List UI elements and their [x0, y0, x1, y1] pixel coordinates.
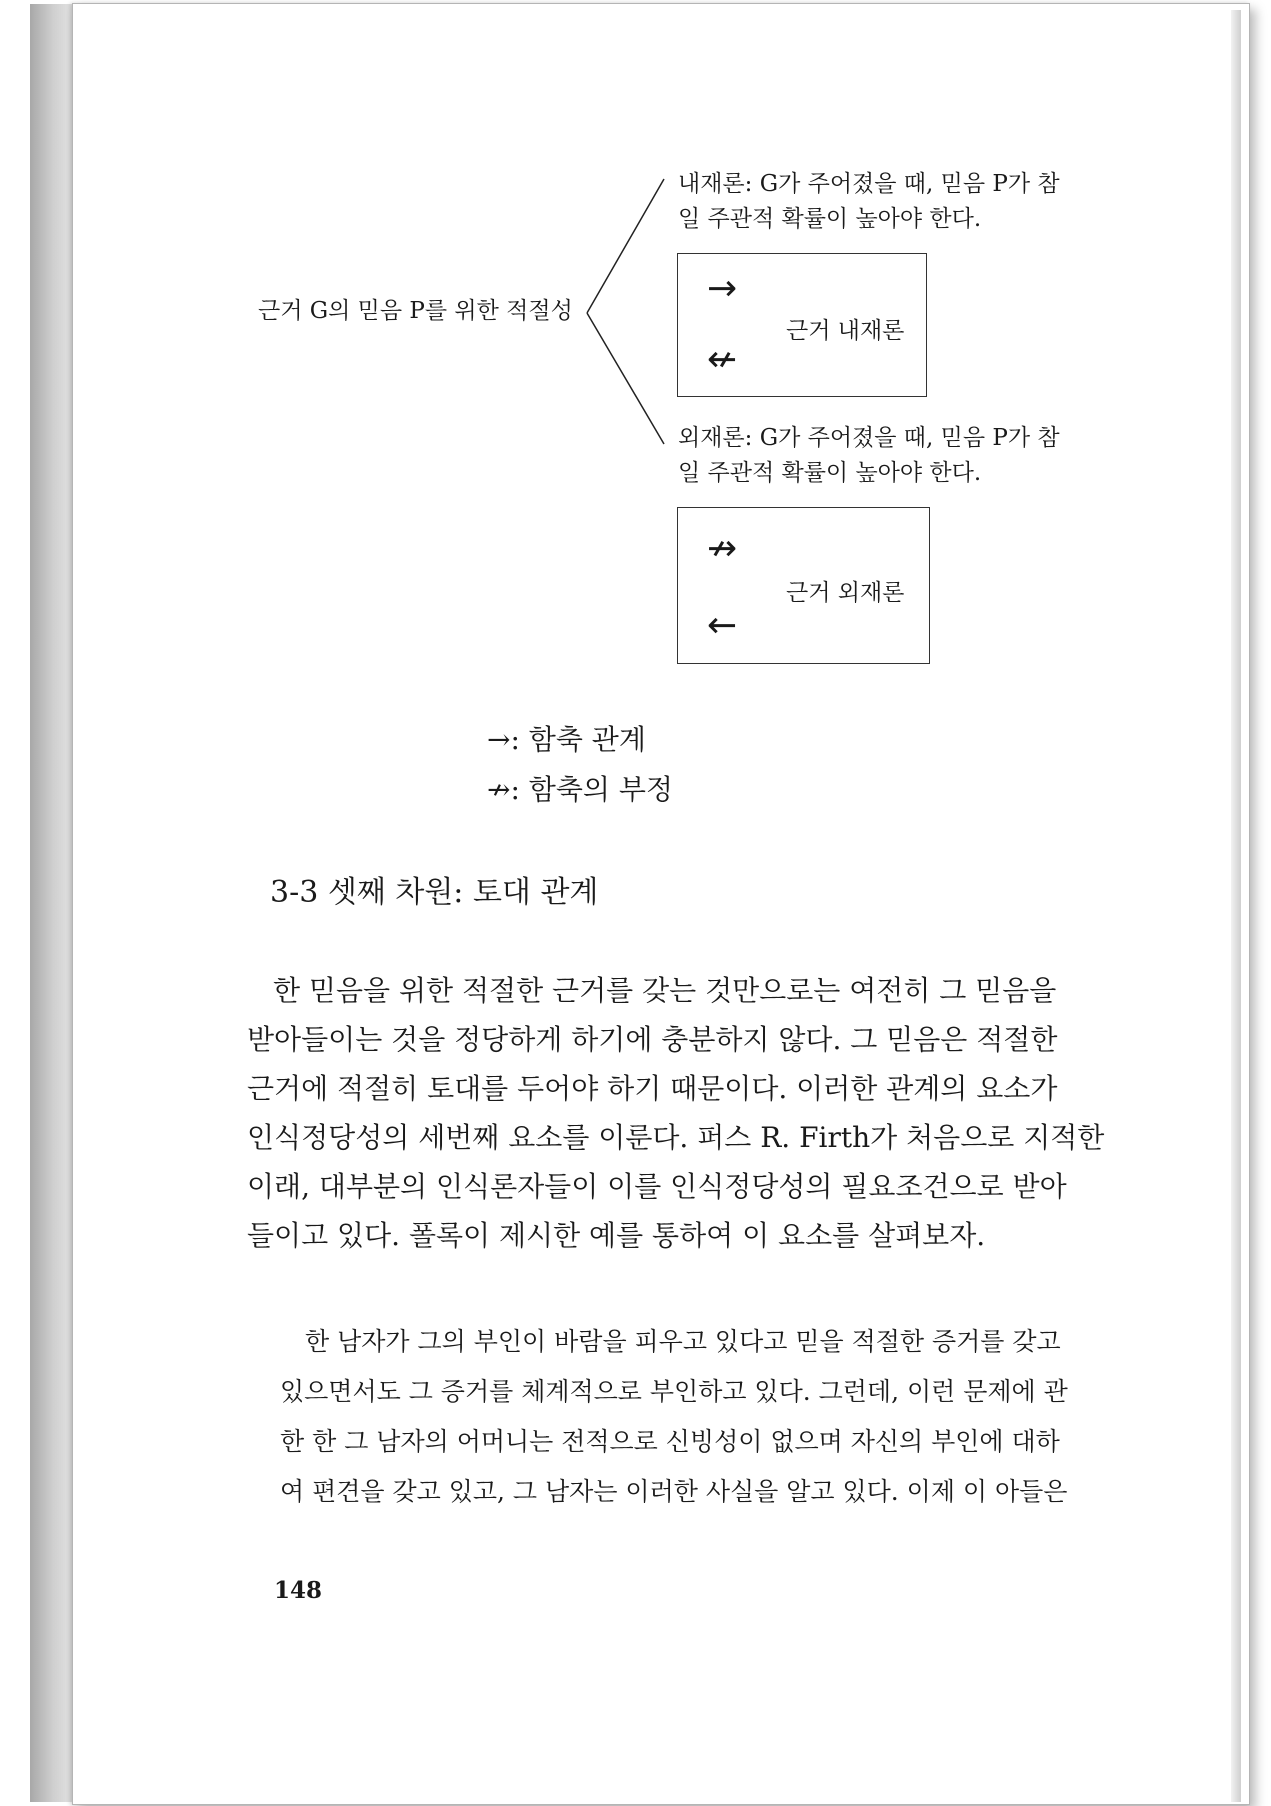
paragraph-line: 한 믿음을 위한 적절한 근거를 갖는 것만으로는 여전히 그 믿음을 — [273, 974, 1057, 1007]
internalism-box-label: 근거 내재론 — [786, 318, 905, 344]
externalism-definition-line-1: 외재론: G가 주어졌을 때, 믿음 P가 참 — [678, 425, 1060, 451]
paragraph-line: 들이고 있다. 폴록이 제시한 예를 통하여 이 요소를 살펴보자. — [247, 1219, 986, 1252]
internalism-box — [677, 253, 927, 397]
page-edge — [1231, 10, 1241, 1802]
quote-line: 있으면서도 그 증거를 체계적으로 부인하고 있다. 그런데, 이런 문제에 관 — [280, 1377, 1068, 1406]
paragraph-line: 이래, 대부분의 인식론자들이 이를 인식정당성의 필요조건으로 받아 — [247, 1170, 1067, 1203]
left-arrow-icon: ← — [707, 605, 738, 646]
page-number: 148 — [274, 1577, 323, 1604]
internalism-definition-line-1: 내재론: G가 주어졌을 때, 믿음 P가 참 — [678, 171, 1060, 197]
internalism-definition-line-2: 일 주관적 확률이 높아야 한다. — [678, 206, 982, 232]
negated-left-arrow-icon: ↚ — [707, 339, 738, 380]
book-spine — [30, 4, 72, 1802]
quote-line: 여 편견을 갖고 있고, 그 남자는 이러한 사실을 알고 있다. 이제 이 아들은 — [280, 1477, 1068, 1506]
diagram-root-label: 근거 G의 믿음 P를 위한 적절성 — [258, 298, 573, 324]
diagram-branch-lines — [585, 175, 670, 450]
paragraph-line: 받아들이는 것을 정당하게 하기에 충분하지 않다. 그 믿음은 적절한 — [247, 1023, 1058, 1056]
legend-implication: →: 함축 관계 — [487, 723, 646, 756]
externalism-definition-line-2: 일 주관적 확률이 높아야 한다. — [678, 460, 982, 486]
paragraph-line: 근거에 적절히 토대를 두어야 하기 때문이다. 이러한 관계의 요소가 — [247, 1072, 1058, 1105]
quote-line: 한 한 그 남자의 어머니는 전적으로 신빙성이 없으며 자신의 부인에 대하 — [280, 1427, 1060, 1456]
externalism-box-label: 근거 외재론 — [786, 580, 905, 606]
quote-line: 한 남자가 그의 부인이 바람을 피우고 있다고 믿을 적절한 증거를 갖고 — [305, 1327, 1061, 1356]
negated-implication-arrow-icon: ↛ — [707, 528, 738, 569]
legend-negated-implication: ↛: 함축의 부정 — [487, 773, 673, 806]
section-title: 3-3 셋째 차원: 토대 관계 — [270, 875, 599, 910]
paragraph-line: 인식정당성의 세번째 요소를 이룬다. 퍼스 R. Firth가 처음으로 지적한 — [247, 1121, 1105, 1154]
externalism-box — [677, 507, 930, 664]
implication-arrow-icon: → — [707, 268, 738, 309]
